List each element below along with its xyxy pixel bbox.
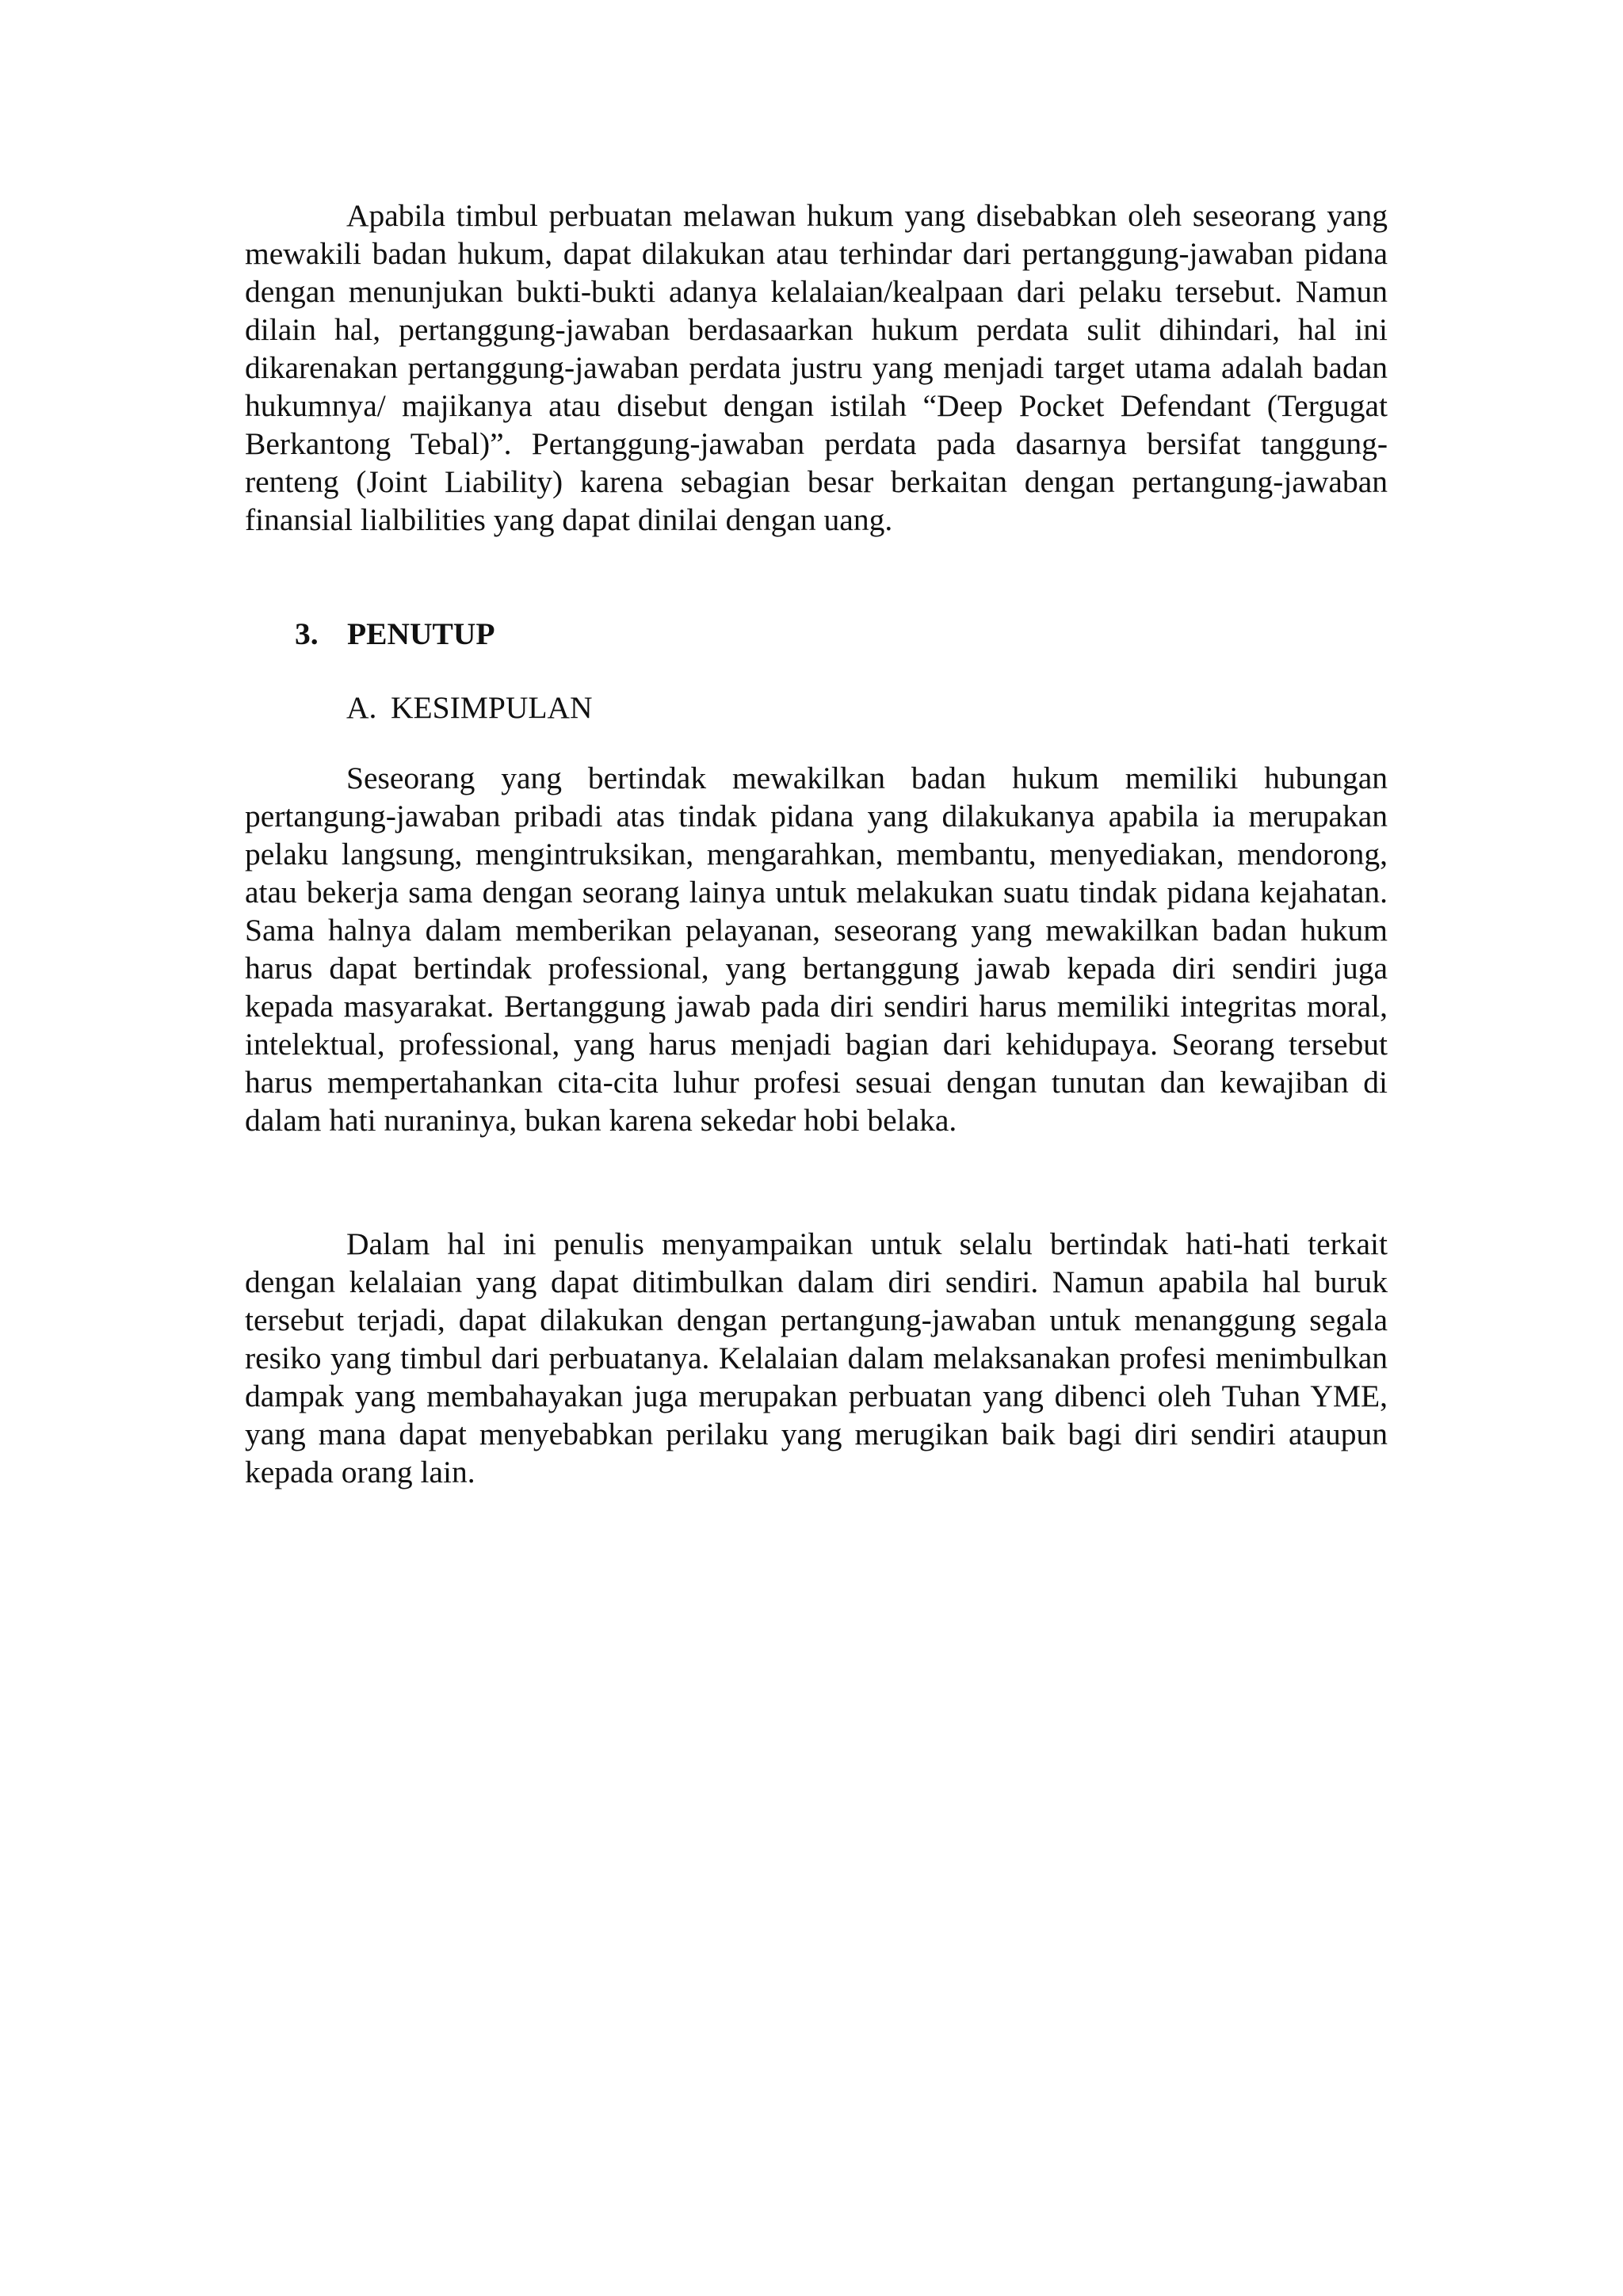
body-paragraph-liability: Apabila timbul perbuatan melawan hukum yang disebabkan oleh seseorang yang mewakili badan hukum, dapat dilakukan atau terhindar dari pertanggung-jawaban pidana dengan menunjukan bukti-bukti adanya kelalaian/kealpaan dari pelaku tersebut. Namun dilain hal, pertanggung-jawaban berdasaarkan hukum perdata sulit dihindari, hal ini dikarenakan pertanggung-jawaban perdata justru yang menjadi target utama adalah badan hukumnya/ majikanya atau disebut dengan istilah “Deep Pocket Defendant (Tergugat Berkantong Tebal)”. Pertanggung-jawaban perdata pada dasarnya bersifat tanggung-renteng (Joint Liability) karena sebagian besar berkaitan dengan pertangung-jawaban finansial lialbilities yang dapat dinilai dengan uang. — [245, 198, 1388, 537]
body-paragraph-conclusion: Seseorang yang bertindak mewakilkan badan hukum memiliki hubungan pertangung-jawaban pribadi atas tindak pidana yang dilakukanya apabila ia merupakan pelaku langsung, mengintruksikan, mengarahkan, membantu, menyediakan, mendorong, atau bekerja sama dengan seorang lainya untuk melakukan suatu tindak pidana kejahatan. Sama halnya dalam memberikan pelayanan, seseorang yang mewakilkan badan hukum harus dapat bertindak professional, yang bertanggung jawab kepada diri sendiri juga kepada masyarakat. Bertanggung jawab pada diri sendiri harus memiliki integritas moral, intelektual, professional, yang harus menjadi bagian dari kehidupaya. Seorang tersebut harus mempertahankan cita-cita luhur profesi sesuai dengan tunutan dan kewajiban di dalam hati nuraninya, bukan karena sekedar hobi belaka. — [245, 761, 1388, 1138]
section-number: 3. — [295, 616, 319, 651]
section-heading — [295, 615, 495, 653]
body-paragraph-closing: Dalam hal ini penulis menyampaikan untuk selalu bertindak hati-hati terkait dengan kelalaian yang dapat ditimbulkan dalam diri sendiri. Namun apabila hal buruk tersebut terjadi, dapat dilakukan dengan pertangung-jawaban untuk menanggung segala resiko yang timbul dari perbuatanya. Kelalaian dalam melaksanakan profesi menimbulkan dampak yang membahayakan juga merupakan perbuatan yang dibenci oleh Tuhan YME, yang mana dapat menyebabkan perilaku yang merugikan baik bagi diri sendiri ataupun kepada orang lain. — [245, 1226, 1388, 1489]
section-title: PENUTUP — [347, 616, 495, 651]
subsection-heading — [346, 688, 593, 727]
subsection-title: KESIMPULAN — [391, 690, 593, 725]
subsection-letter: A. — [346, 690, 377, 725]
